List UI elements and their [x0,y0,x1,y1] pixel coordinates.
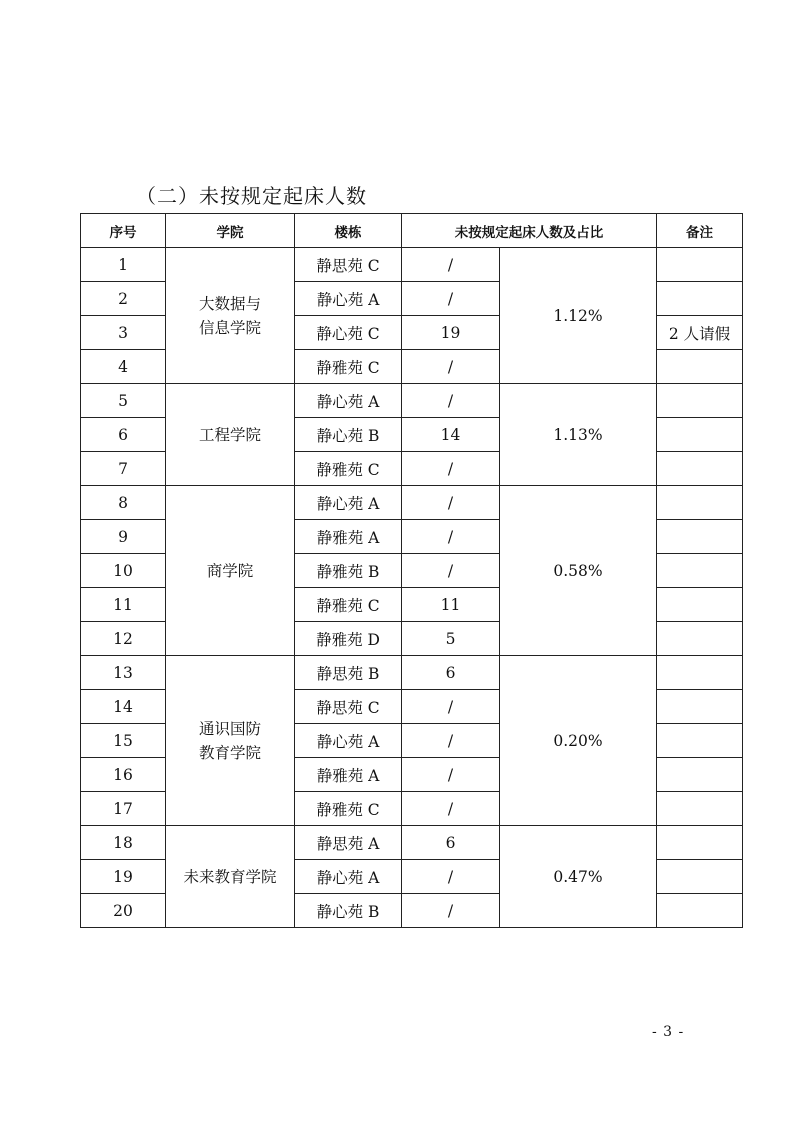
cell-percent: 1.13% [500,384,657,486]
cell-remark [657,486,743,520]
college-name-line: 大数据与 [198,294,261,313]
cell-college [166,248,295,384]
cell-seq: 14 [81,690,166,724]
cell-building: 静思苑 C [295,248,402,282]
cell-remark [657,622,743,656]
cell-seq: 6 [81,418,166,452]
cell-building: 静心苑 A [295,486,402,520]
cell-remark [657,520,743,554]
cell-seq: 11 [81,588,166,622]
cell-seq: 16 [81,758,166,792]
cell-count: / [402,894,500,928]
section-title: （二）未按规定起床人数 [136,184,367,208]
college-name-line: 未来教育学院 [183,867,277,886]
cell-building: 静心苑 A [295,860,402,894]
cell-remark [657,384,743,418]
wakeup-report-table [80,213,743,928]
header-remark: 备注 [657,214,743,248]
cell-seq: 15 [81,724,166,758]
cell-count: / [402,554,500,588]
cell-college [166,486,295,656]
cell-building: 静心苑 A [295,724,402,758]
cell-count: 6 [402,656,500,690]
table-row [81,656,743,690]
cell-count: 11 [402,588,500,622]
cell-remark [657,452,743,486]
cell-seq: 2 [81,282,166,316]
cell-count: / [402,792,500,826]
college-name-line: 商学院 [206,561,254,580]
cell-count: / [402,758,500,792]
cell-remark [657,690,743,724]
cell-building: 静思苑 C [295,690,402,724]
cell-percent: 0.47% [500,826,657,928]
cell-building: 静心苑 B [295,418,402,452]
cell-count: 5 [402,622,500,656]
cell-college [166,656,295,826]
cell-building: 静雅苑 B [295,554,402,588]
cell-seq: 8 [81,486,166,520]
college-name-line: 教育学院 [198,743,261,762]
college-name-line: 工程学院 [198,425,261,444]
cell-building: 静雅苑 C [295,588,402,622]
cell-seq: 17 [81,792,166,826]
cell-remark [657,588,743,622]
cell-count: / [402,486,500,520]
cell-count: / [402,248,500,282]
header-college: 学院 [166,214,295,248]
cell-percent: 0.20% [500,656,657,826]
college-name-line: 信息学院 [198,318,261,337]
table-body [81,248,743,928]
cell-building: 静雅苑 A [295,758,402,792]
cell-seq: 9 [81,520,166,554]
cell-remark [657,248,743,282]
cell-count: 19 [402,316,500,350]
cell-seq: 12 [81,622,166,656]
cell-percent: 1.12% [500,248,657,384]
cell-seq: 4 [81,350,166,384]
cell-college [166,384,295,486]
cell-remark [657,792,743,826]
cell-seq: 10 [81,554,166,588]
cell-count: 6 [402,826,500,860]
cell-building: 静心苑 C [295,316,402,350]
cell-remark [657,418,743,452]
cell-college [166,826,295,928]
cell-seq: 5 [81,384,166,418]
table-row [81,384,743,418]
cell-count: / [402,350,500,384]
table-row [81,248,743,282]
table-row [81,826,743,860]
cell-seq: 13 [81,656,166,690]
cell-building: 静雅苑 C [295,792,402,826]
cell-building: 静雅苑 D [295,622,402,656]
cell-building: 静思苑 A [295,826,402,860]
table-row [81,486,743,520]
table-header-row [81,214,743,248]
cell-remark [657,758,743,792]
cell-remark [657,826,743,860]
cell-seq: 18 [81,826,166,860]
header-building: 楼栋 [295,214,402,248]
college-name-line: 通识国防 [198,719,261,738]
cell-count: / [402,520,500,554]
page-number: - 3 - [652,1024,685,1040]
cell-remark [657,282,743,316]
cell-remark [657,894,743,928]
cell-remark: 2 人请假 [657,316,743,350]
cell-seq: 19 [81,860,166,894]
cell-percent: 0.58% [500,486,657,656]
cell-building: 静心苑 B [295,894,402,928]
cell-building: 静思苑 B [295,656,402,690]
cell-count: / [402,384,500,418]
cell-count: / [402,452,500,486]
cell-remark [657,554,743,588]
cell-count: / [402,690,500,724]
cell-count: / [402,282,500,316]
cell-remark [657,724,743,758]
cell-count: 14 [402,418,500,452]
cell-seq: 1 [81,248,166,282]
header-seq: 序号 [81,214,166,248]
header-ratio: 未按规定起床人数及占比 [402,214,657,248]
cell-seq: 20 [81,894,166,928]
cell-building: 静心苑 A [295,384,402,418]
cell-building: 静雅苑 C [295,452,402,486]
cell-building: 静心苑 A [295,282,402,316]
cell-seq: 3 [81,316,166,350]
cell-count: / [402,860,500,894]
cell-building: 静雅苑 A [295,520,402,554]
cell-building: 静雅苑 C [295,350,402,384]
cell-remark [657,860,743,894]
cell-count: / [402,724,500,758]
cell-remark [657,350,743,384]
cell-seq: 7 [81,452,166,486]
cell-remark [657,656,743,690]
